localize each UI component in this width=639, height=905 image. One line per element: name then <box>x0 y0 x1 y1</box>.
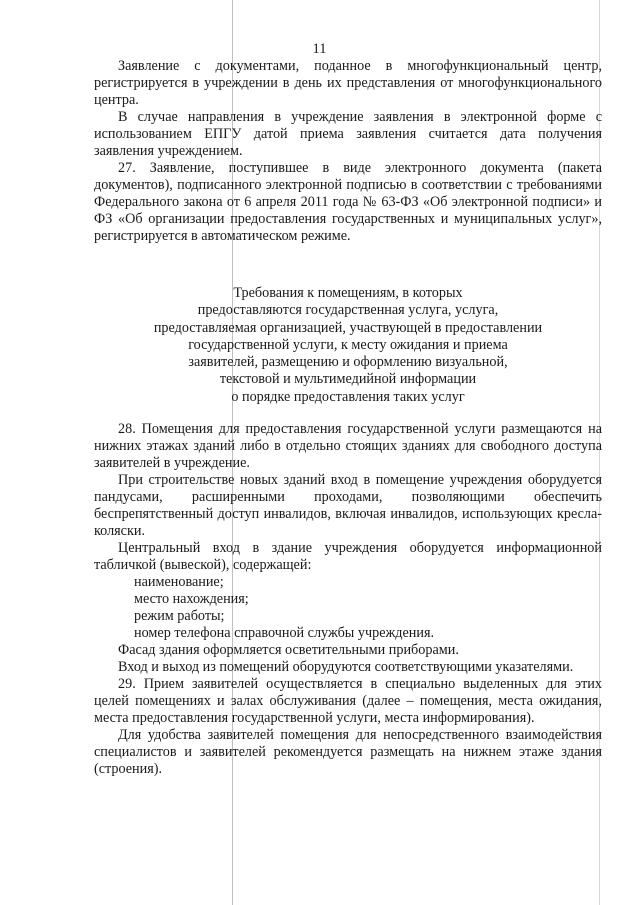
page-number: 11 <box>312 41 327 57</box>
heading-line: предоставляются государственная услуга, услуга, <box>197 302 499 319</box>
paragraph: При строительстве новых зданий вход в помещение учреждения оборудуется пандусами, расширенными проходами, позволяющими обеспечить беспрепятственный доступ инвалидов, включая инвалидов, использующих кресла-коляски. <box>94 472 602 539</box>
list-item: место нахождения; <box>134 591 249 607</box>
heading-line: текстовой и мультимедийной информации <box>219 371 477 388</box>
paragraph: 28. Помещения для предоставления государственной услуги размещаются на нижних этажах зданий либо в отдельно стоящих зданиях для свободного доступа заявителей в учреждение. <box>94 421 602 471</box>
heading-line: предоставляемая организацией, участвующей в предоставлении <box>153 319 543 336</box>
heading-line: Требования к помещениям, в которых <box>233 285 463 301</box>
heading-line: государственной услуги, к месту ожидания и приема <box>188 336 508 353</box>
paragraph: Заявление с документами, поданное в многофункциональный центр, регистрируется в учреждении в день их представления от многофункционального центра. <box>94 58 602 108</box>
list-item: режим работы; <box>134 608 225 624</box>
paragraph: Для удобства заявителей помещения для непосредственного взаимодействия специалистов и заявителей рекомендуется размещать на нижнем этаже здания (строения). <box>94 727 602 777</box>
top-section <box>94 58 602 245</box>
paragraph: Вход и выход из помещений оборудуются соответствующими указателями. <box>118 659 574 675</box>
paragraph: Фасад здания оформляется осветительными приборами. <box>118 642 459 658</box>
paragraph: Центральный вход в здание учреждения оборудуется информационной табличкой (вывеской), содержащей: <box>94 540 602 573</box>
paragraph: 27. Заявление, поступившее в виде электронного документа (пакета документов), подписанного электронной подписью в соответствии с требованиями Федерального закона от 6 апреля 2011 года № 63-ФЗ «Об электронной подписи» и ФЗ «Об организации предоставления государственных и муниципальных услуг», регистрируется в автоматическом режиме. <box>94 160 602 244</box>
body-section <box>94 421 602 778</box>
section-heading <box>94 285 602 406</box>
heading-line: заявителей, размещению и оформлению визуальной, <box>188 354 508 371</box>
paragraph: В случае направления в учреждение заявления в электронной форме с использованием ЕПГУ датой приема заявления считается дата получения заявления учреждением. <box>94 109 602 159</box>
paragraph: 29. Прием заявителей осуществляется в специально выделенных для этих целей помещениях и залах обслуживания (далее – помещения, места ожидания, места предоставления государственной услуги, места информирования). <box>94 676 602 726</box>
heading-line: о порядке предоставления таких услуг <box>231 388 465 405</box>
list-item: наименование; <box>134 574 224 590</box>
list-item: номер телефона справочной службы учреждения. <box>134 625 435 641</box>
